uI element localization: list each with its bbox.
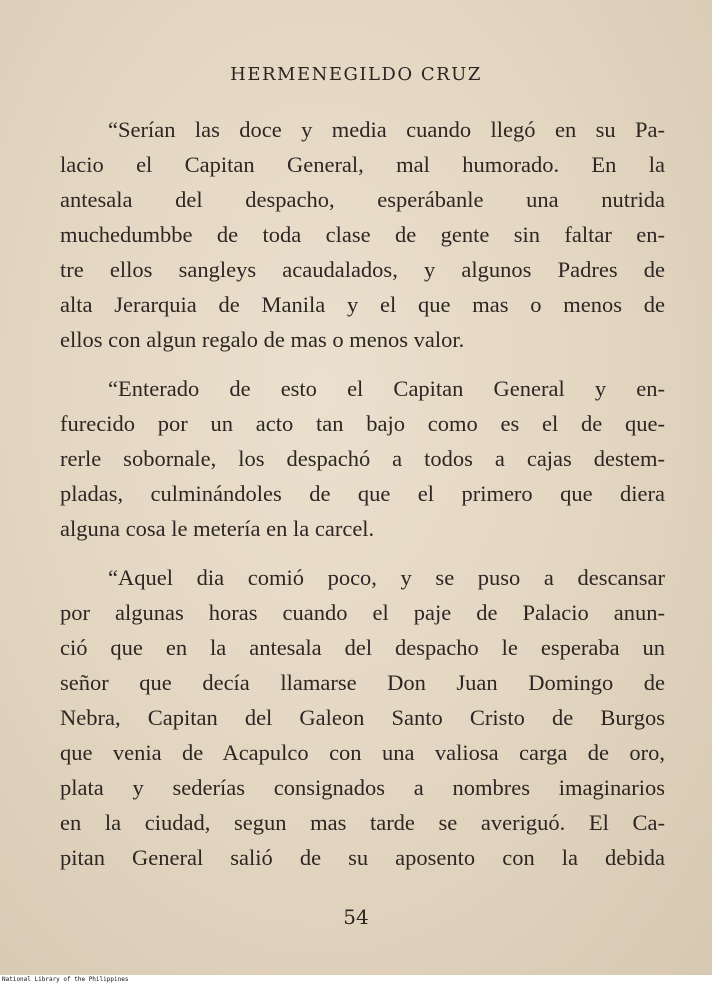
- text-line: pladas, culminándoles de que el primero que diera: [60, 481, 665, 506]
- text-line: rerle sobornale, los despachó a todos a cajas destem-: [60, 446, 665, 471]
- paragraph-3: [60, 560, 665, 875]
- page-number: 54: [343, 905, 369, 929]
- text-line: alta Jerarquia de Manila y el que mas o menos de: [60, 292, 665, 317]
- text-line: “Aquel dia comió poco, y se puso a descansar: [108, 565, 665, 590]
- running-head: HERMENEGILDO CRUZ: [230, 64, 482, 85]
- text-line: plata y sederías consignados a nombres imaginarios: [60, 775, 665, 800]
- text-line: “Enterado de esto el Capitan General y en-: [108, 376, 665, 401]
- text-line: muchedumbbe de toda clase de gente sin faltar en-: [60, 222, 665, 247]
- text-line: en la ciudad, segun mas tarde se averiguó. El Ca-: [60, 810, 665, 835]
- text-line: ellos con algun regalo de mas o menos valor.: [60, 327, 465, 352]
- text-line: que venia de Acapulco con una valiosa carga de oro,: [60, 740, 665, 765]
- text-line: Nebra, Capitan del Galeon Santo Cristo de Burgos: [60, 705, 665, 730]
- text-line: alguna cosa le metería en la carcel.: [60, 516, 375, 541]
- text-line: señor que decía llamarse Don Juan Domingo de: [60, 670, 665, 695]
- text-line: antesala del despacho, esperábanle una nutrida: [60, 187, 665, 212]
- text-line: furecido por un acto tan bajo como es el de que-: [60, 411, 665, 436]
- paragraph-2: [60, 371, 665, 546]
- library-credit: National Library of the Philippines: [2, 976, 129, 983]
- text-line: “Serían las doce y media cuando llegó en su Pa-: [108, 117, 665, 142]
- text-line: ció que en la antesala del despacho le esperaba un: [60, 635, 665, 660]
- text-line: lacio el Capitan General, mal humorado. En la: [60, 152, 665, 177]
- text-line: por algunas horas cuando el paje de Palacio anun-: [60, 600, 665, 625]
- text-line: pitan General salió de su aposento con la debida: [60, 845, 665, 870]
- text-line: tre ellos sangleys acaudalados, y algunos Padres de: [60, 257, 665, 282]
- paragraph-1: [60, 112, 665, 357]
